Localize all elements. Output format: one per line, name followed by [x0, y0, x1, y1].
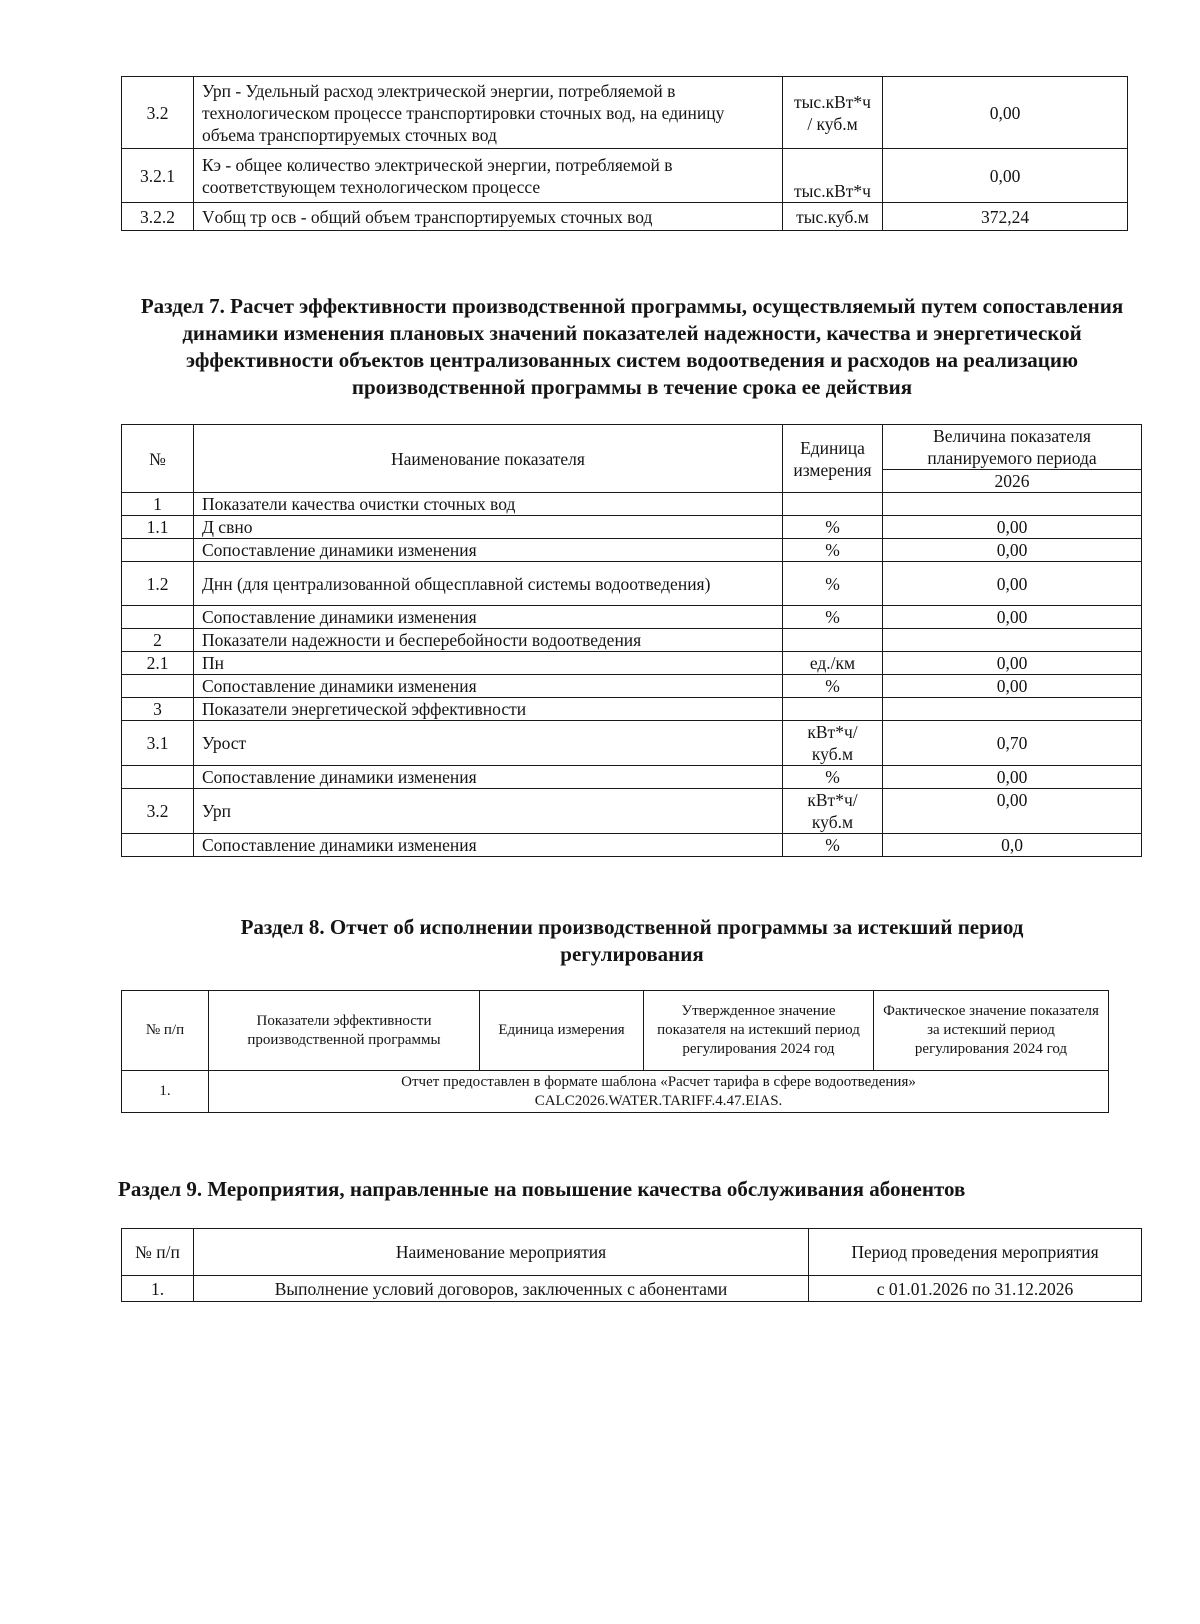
row-number: 2 — [122, 629, 194, 652]
row-number: 2.1 — [122, 652, 194, 675]
row-number: 3.2.2 — [122, 203, 194, 231]
value: 0,70 — [883, 721, 1142, 766]
value: 0,00 — [883, 77, 1128, 149]
row-number: 1. — [122, 1276, 194, 1302]
row-number: 3.1 — [122, 721, 194, 766]
header-year: 2026 — [883, 470, 1142, 493]
unit: % — [783, 766, 883, 789]
value — [883, 629, 1142, 652]
unit: % — [783, 606, 883, 629]
value: 0,00 — [883, 675, 1142, 698]
unit: кВт*ч/ куб.м — [783, 721, 883, 766]
indicator-name: Днн (для централизованной общесплавной системы водоотведения) — [194, 562, 783, 606]
value: 0,00 — [883, 539, 1142, 562]
report-note: Отчет предоставлен в формате шаблона «Расчет тарифа в сфере водоотведения» CALC2026.WATER.TARIFF.4.47.EIAS. — [209, 1071, 1109, 1113]
indicator-name: Урп — [194, 789, 783, 834]
row-number: 3.2.1 — [122, 149, 194, 203]
unit: % — [783, 539, 883, 562]
value: 0,00 — [883, 652, 1142, 675]
value: 372,24 — [883, 203, 1128, 231]
table-row — [122, 652, 1142, 675]
table-header-row — [122, 1229, 1142, 1276]
table-row — [122, 516, 1142, 539]
row-number: 3 — [122, 698, 194, 721]
value: 0,00 — [883, 149, 1128, 203]
section-9-title: Раздел 9. Мероприятия, направленные на повышение качества обслуживания абонентов — [118, 1177, 966, 1201]
table-row — [122, 629, 1142, 652]
header-period: Период проведения мероприятия — [809, 1229, 1142, 1276]
indicator-name: Vобщ тр осв - общий объем транспортируемых сточных вод — [194, 203, 783, 231]
header-value: Величина показателя планируемого периода — [883, 425, 1142, 470]
row-number: 1.2 — [122, 562, 194, 606]
header-actual: Фактическое значение показателя за истекший период регулирования 2024 год — [874, 991, 1109, 1071]
indicator-name: Показатели качества очистки сточных вод — [194, 493, 783, 516]
unit: % — [783, 834, 883, 857]
header-number: № п/п — [122, 1229, 194, 1276]
unit: кВт*ч/ куб.м — [783, 789, 883, 834]
unit — [783, 698, 883, 721]
indicator-name: Урп - Удельный расход электрической энергии, потребляемой в технологическом процессе транспортировки сточных вод, на единицу объема транспортируемых сточных вод — [194, 77, 783, 149]
value: 0,00 — [883, 606, 1142, 629]
indicator-name: Урост — [194, 721, 783, 766]
indicator-name: Показатели энергетической эффективности — [194, 698, 783, 721]
row-number: 1. — [122, 1071, 209, 1113]
unit: % — [783, 516, 883, 539]
value: 0,00 — [883, 789, 1142, 834]
unit: ед./км — [783, 652, 883, 675]
unit: % — [783, 562, 883, 606]
header-name: Наименование мероприятия — [194, 1229, 809, 1276]
table-row — [122, 766, 1142, 789]
header-name: Наименование показателя — [194, 425, 783, 493]
table-header-row — [122, 425, 1142, 470]
table-row — [122, 562, 1142, 606]
row-number — [122, 606, 194, 629]
header-approved: Утвержденное значение показателя на истекший период регулирования 2024 год — [644, 991, 874, 1071]
table-section-8 — [121, 990, 1109, 1113]
unit — [783, 629, 883, 652]
table-row — [122, 698, 1142, 721]
section-8-title: Раздел 8. Отчет об исполнении производственной программы за истекший период регулирования — [240, 915, 1024, 966]
row-number: 1.1 — [122, 516, 194, 539]
table-row — [122, 789, 1142, 834]
table-top — [121, 76, 1128, 231]
indicator-name: Сопоставление динамики изменения — [194, 606, 783, 629]
value — [883, 493, 1142, 516]
table-row — [122, 493, 1142, 516]
indicator-name: Кэ - общее количество электрической энергии, потребляемой в соответствующем технологическом процессе — [194, 149, 783, 203]
row-number — [122, 834, 194, 857]
unit: тыс.кВт*ч / куб.м — [783, 77, 883, 149]
table-row — [122, 1071, 1109, 1113]
unit: тыс.кВт*ч — [783, 149, 883, 203]
table-row — [122, 834, 1142, 857]
table-section-9 — [121, 1228, 1142, 1302]
table-row — [122, 675, 1142, 698]
value: 0,00 — [883, 766, 1142, 789]
value: 0,00 — [883, 516, 1142, 539]
table-header-row — [122, 991, 1109, 1071]
value: 0,0 — [883, 834, 1142, 857]
unit — [783, 493, 883, 516]
header-unit: Единица измерения — [480, 991, 644, 1071]
indicator-name: Пн — [194, 652, 783, 675]
row-number — [122, 766, 194, 789]
row-number: 3.2 — [122, 77, 194, 149]
indicator-name: Сопоставление динамики изменения — [194, 539, 783, 562]
table-row — [122, 606, 1142, 629]
table-row — [122, 203, 1128, 231]
table-section-7 — [121, 424, 1142, 857]
table-row — [122, 721, 1142, 766]
indicator-name: Сопоставление динамики изменения — [194, 675, 783, 698]
row-number — [122, 539, 194, 562]
row-number: 1 — [122, 493, 194, 516]
row-number: 3.2 — [122, 789, 194, 834]
table-row — [122, 1276, 1142, 1302]
value — [883, 698, 1142, 721]
header-unit: Единица измерения — [783, 425, 883, 493]
unit: тыс.куб.м — [783, 203, 883, 231]
value: 0,00 — [883, 562, 1142, 606]
table-row — [122, 77, 1128, 149]
indicator-name: Д свно — [194, 516, 783, 539]
activity-name: Выполнение условий договоров, заключенных с абонентами — [194, 1276, 809, 1302]
row-number — [122, 675, 194, 698]
indicator-name: Сопоставление динамики изменения — [194, 766, 783, 789]
header-name: Показатели эффективности производственной программы — [209, 991, 480, 1071]
unit: % — [783, 675, 883, 698]
header-number: № — [122, 425, 194, 493]
indicator-name: Показатели надежности и бесперебойности водоотведения — [194, 629, 783, 652]
table-row — [122, 539, 1142, 562]
activity-period: с 01.01.2026 по 31.12.2026 — [809, 1276, 1142, 1302]
table-row — [122, 149, 1128, 203]
indicator-name: Сопоставление динамики изменения — [194, 834, 783, 857]
header-number: № п/п — [122, 991, 209, 1071]
section-7-title: Раздел 7. Расчет эффективности производственной программы, осуществляемый путем сопоставления динамики изменения плановых значений показателей надежности, качества и энергетической эффективности объектов централизованных систем водоотведения и расходов на реализацию производственной программы в течение срока ее действия — [140, 294, 1124, 399]
